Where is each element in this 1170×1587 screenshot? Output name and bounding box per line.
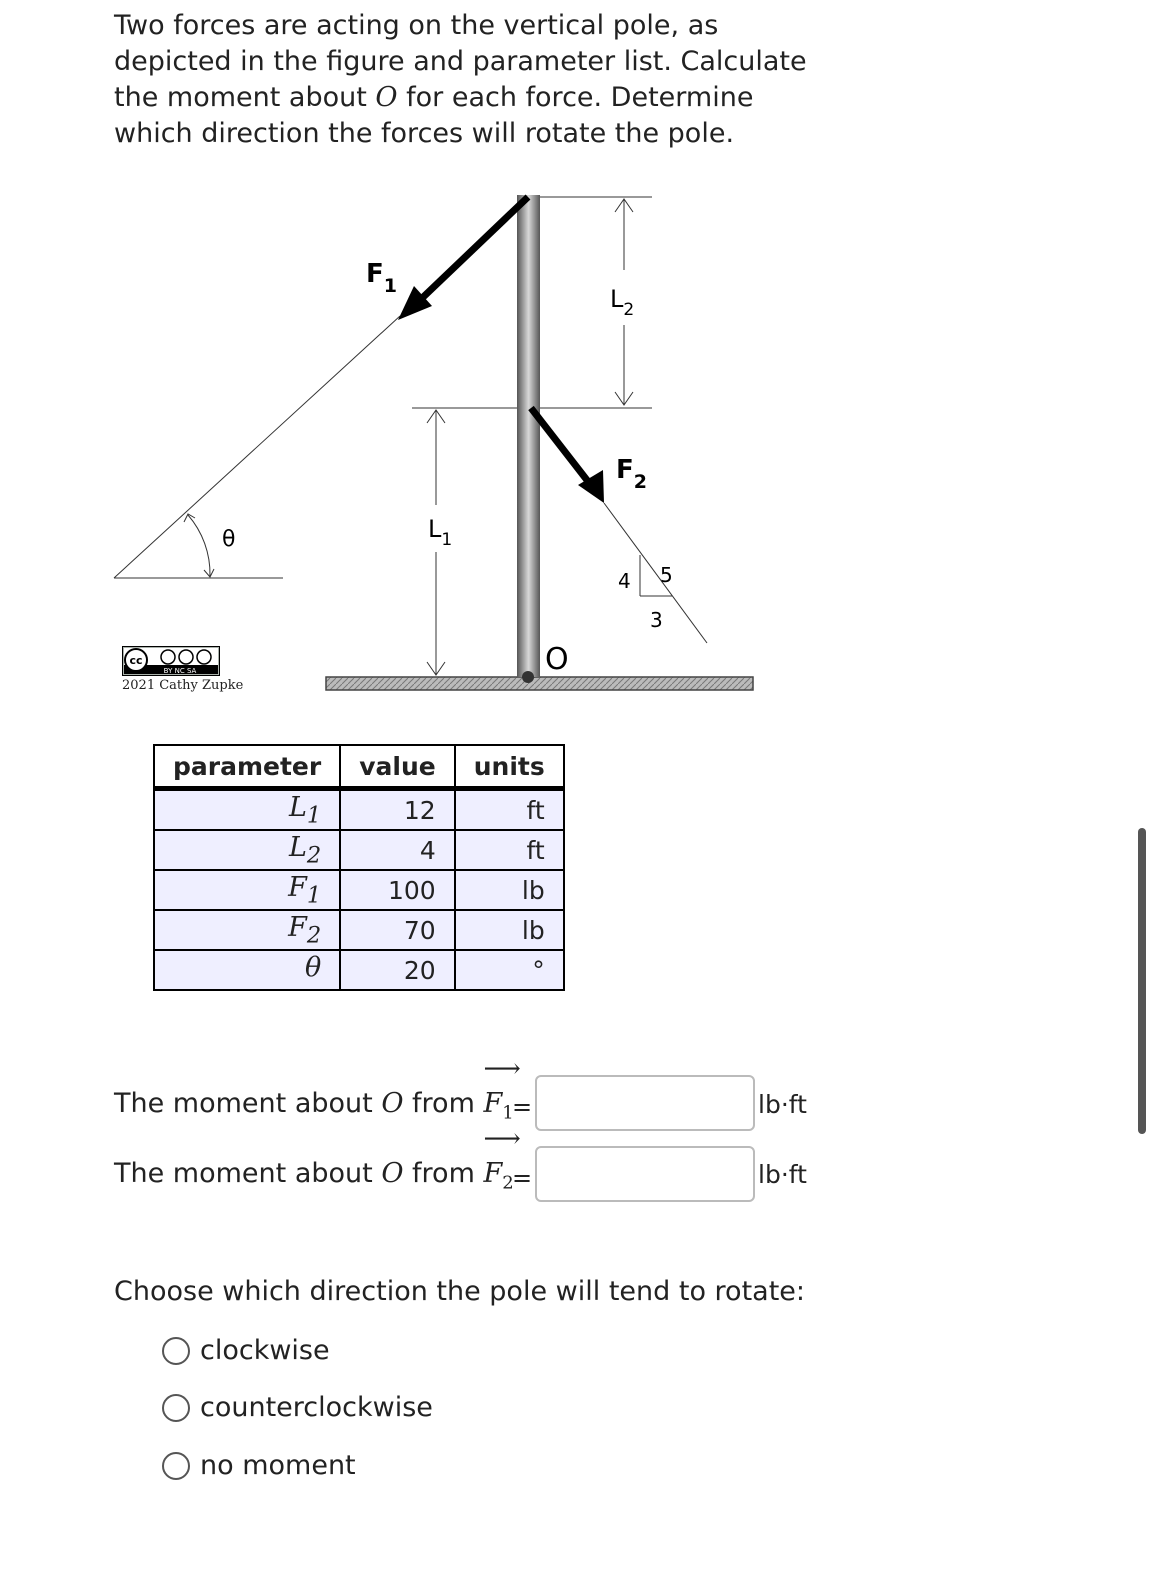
radio-circle-icon[interactable] [162,1337,190,1365]
table-row: $L_2$ 4 ft [154,830,564,870]
option-label: counterclockwise [200,1392,433,1423]
f1-vector-symbol: ⟶ $F_1$ [483,1054,521,1124]
origin-point [522,671,534,683]
moment-f2-prompt: The moment about O from ⟶ $F_2$ [114,1124,521,1194]
problem-statement: Two forces are acting on the vertical pole, as depicted in the figure and parameter list. Calculate the moment about O for each force. Determine which direction the forces will rotate the pole. [114,10,807,149]
radio-circle-icon[interactable] [162,1452,190,1480]
rotation-prompt: Choose which direction the pole will tend to rotate: [114,1276,805,1307]
f2-vector-symbol: ⟶ $F_2$ [483,1124,521,1194]
moment-f1-input[interactable] [535,1075,755,1131]
origin-label: O [545,642,569,677]
header-units: units [455,745,564,789]
slope-hyp-label: 5 [660,563,673,587]
table-row: $L_1$ 12 ft [154,789,564,831]
moment-f1-unit: lb·ft [758,1090,807,1119]
l2-label: $L_2$ [610,285,635,320]
point-o-symbol: O [375,82,398,113]
theta-arc [188,515,210,576]
table-row: $F_1$ 100 lb [154,870,564,910]
header-parameter: parameter [154,745,340,789]
license-badge [122,646,220,676]
moment-f1-prompt: The moment about O from ⟶ $F_1$ [114,1054,521,1124]
option-counterclockwise[interactable] [162,1392,433,1423]
scrollbar[interactable] [1138,828,1146,1134]
parameter-table [153,744,565,991]
table-row: $F_2$ 70 lb [154,910,564,950]
f1-arrow [418,197,528,302]
pole [517,195,540,677]
force-diagram [0,180,800,710]
moment-f2-input[interactable] [535,1146,755,1202]
slope-run-label: 3 [650,608,663,632]
option-clockwise[interactable] [162,1335,330,1366]
svg-text:cc: cc [129,654,143,667]
l1-label: $L_1$ [428,515,453,550]
theta-label: θ [222,527,236,552]
license-credit: 2021 Cathy Zupke [122,678,244,693]
svg-text:BY NC SA: BY NC SA [163,667,197,675]
table-row: θ 20 ° [154,950,564,990]
radio-circle-icon[interactable] [162,1394,190,1422]
option-no-moment[interactable] [162,1450,356,1481]
option-label: no moment [200,1450,356,1481]
equals-sign: = [512,1093,533,1121]
slope-rise-label: 4 [618,569,631,593]
f2-label: $F_2$ [616,455,647,493]
option-label: clockwise [200,1335,330,1366]
equals-sign: = [512,1164,533,1192]
header-value: value [340,745,455,789]
moment-f2-unit: lb·ft [758,1160,807,1189]
f1-label: $F_1$ [366,259,397,297]
ground [326,677,753,690]
